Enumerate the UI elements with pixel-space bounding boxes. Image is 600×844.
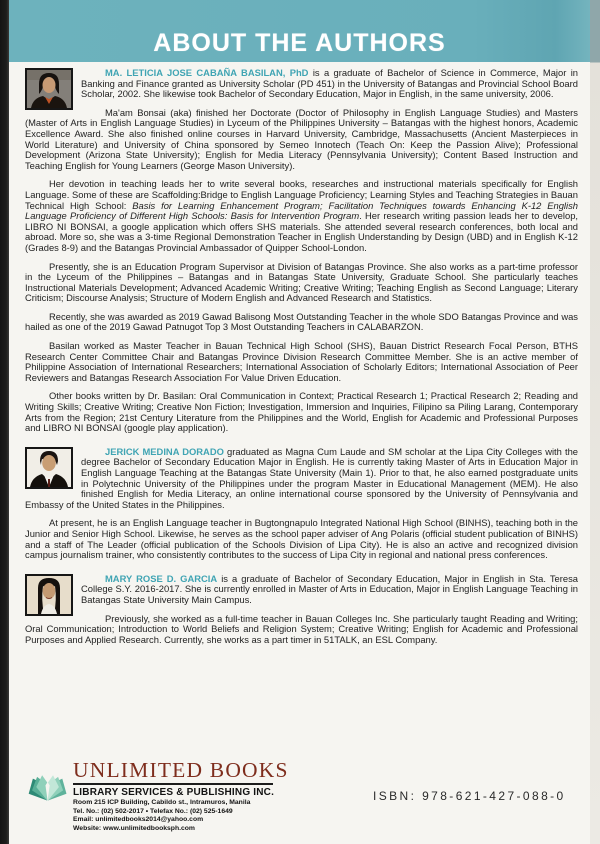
authors-content xyxy=(25,62,578,762)
author-name: MARY ROSE D. GARCIA xyxy=(105,572,218,584)
isbn-number: ISBN: 978-621-427-088-0 xyxy=(373,789,566,803)
publisher-footer xyxy=(25,756,578,836)
publisher-name: UNLIMITED BOOKS xyxy=(73,758,289,782)
page-title: ABOUT THE AUTHORS xyxy=(153,29,446,57)
woman-portrait-icon xyxy=(27,576,71,614)
publisher-address: Room 215 ICP Building, Cabildo st., Intramuros, Manila xyxy=(73,799,251,806)
publisher-logo-block xyxy=(27,758,289,833)
open-book-logo-icon xyxy=(27,768,69,806)
bio-paragraph: Ma'am Bonsai (aka) finished her Doctorate (Doctor of Philosophy in English Language Studies) and Masters (Master of Arts in English Language Studies) in Lyceum of the Philippines University – Batangas with the highest honors, Academic Excellence Award. She also finished online courses in Harvard University, Cambridge, Massachusetts (Ancient Masterpieces in World Literature) and University of China sponsored by Semeo Innotech (Teach On: Keep the Passion Alive); Professional Development (Arizona State University); English for Media Literacy (Pennsylvania University); Content Based Instruction and Teaching English for Young Learners (George Mason University). xyxy=(25,106,578,171)
author-intro-text: is a graduate of Bachelor of Science in Commerce, Major in Banking and Finance granted as University Scholar (PD 451) in the University of Batangas and Provincial School Board Scholar, 2002. She likewise took Bachelor of Secondary Education, Major in English, in the same university, 2006. xyxy=(81,67,578,100)
author-intro-text: is a graduate of Bachelor of Secondary Education, Major in English in Sta. Teresa College S.Y. 2016-2017. She is currently enrolled in Master of Arts in Education, Major in English Language Teaching in Batangas State University Main Campus. xyxy=(81,572,578,605)
bio-paragraph: Other books written by Dr. Basilan: Oral Communication in Context; Practical Research 1; Practical Research 2; Reading and Writing Skills; Creative Writing; Creative Non Fiction; Investigation, Immersion and Inquiries, Filipino sa Piling Larang, Contemporary Arts from the Region; 21st Century Literature from the Philippines and the World, English for Academic and Professional Purposes and LIBRO NI BONSAI (google play application). xyxy=(25,390,578,434)
author-intro-paragraph xyxy=(25,447,578,511)
publisher-email: Email: unlimitedbooks2014@yahoo.com xyxy=(73,816,204,824)
author-name: JERICK MEDINA DORADO xyxy=(105,445,224,457)
author-photo-basilan xyxy=(25,68,73,110)
bio-paragraph: At present, he is an English Language teacher in Bugtongnapulo Integrated National High School (BINHS), teaching both in the Junior and Senior High School. Likewise, he serves as the school paper adviser of Ang Polaris (official student publication of BINHS) and a staff of The Leader (official publication of the Schools Division of Lipa City). He is also an active and recognized division campus journalism trainer, who consistently contributes to the success of Lipa City in regional and national press conferences. xyxy=(25,517,578,561)
bio-paragraph: Recently, she was awarded as 2019 Gawad Balisong Most Outstanding Teacher in the whole SDO Batangas Province and was hailed as one of the 2019 Gawad Patnugot Top 3 Most Outstanding Teachers in CALABARZON. xyxy=(25,310,578,333)
author-section-garcia xyxy=(25,574,578,646)
scan-edge-left xyxy=(0,0,9,844)
bio-paragraph xyxy=(25,179,578,253)
author-section-basilan xyxy=(25,68,578,434)
author-intro-paragraph xyxy=(25,574,578,606)
man-portrait-icon xyxy=(27,449,71,487)
author-photo-dorado xyxy=(25,447,73,489)
scan-edge-right xyxy=(590,0,600,844)
divider xyxy=(73,783,273,785)
bio-paragraph: Presently, she is an Education Program Supervisor at Division of Batangas Province. She also works as a part-time professor in the Lyceum of the Philippines – Batangas and in Batangas State University, Graduate School. She particularly teaches Instructional Materials Development; Advanced Academic Writing; Creative Writing; Teaching English as Second Language; Literary Criticism; Discourse Analysis; Structure of Modern English and Advanced Research and Statistics. xyxy=(25,260,578,304)
publisher-website: Website: www.unlimitedbooksph.com xyxy=(73,824,195,832)
author-section-dorado xyxy=(25,447,578,561)
author-intro-text: graduated as Magna Cum Laude and SM scholar at the Lipa City Colleges with the degree Bachelor of Secondary Education Major in English. He is currently taking Master of Arts in Education Major in English Language Teaching at the Batangas State University (Main 1). Prior to that, he also earned postgraduate units in Polytechnic University of the Philippines under the program Master in Educational Management (MEM). He also finished English for Media Literacy, an online international course sponsored by the University of Pennsylvania and Embassy of the United States in the Philippines. xyxy=(25,445,578,510)
publisher-phone: Tel. No.: (02) 502-2017 • Telefax No.: (02) 525-1649 xyxy=(73,807,233,815)
bio-paragraph: Previously, she worked as a full-time teacher in Bauan Colleges Inc. She particularly taught Reading and Writing; Oral Communication; Introduction to World Beliefs and Religion System; Creative Writing; English for Academic and Professional Purposes and Applied Research. Currently, she works as a part timer in 51TALK, an ESL Company. xyxy=(25,612,578,645)
author-intro-paragraph xyxy=(25,68,578,100)
bio-text: Her devotion in teaching leads her to write several books, researches and instructional materials specifically for English Language. Some of these are Scaffolding:Bridge to English Language Proficiency; Learning Styles and Teaching Strategies in Bauan Technical High School: xyxy=(25,178,578,211)
author-name: MA. LETICIA JOSE CABAÑA BASILAN, PhD xyxy=(105,67,309,78)
woman-portrait-icon xyxy=(27,70,71,108)
header-band xyxy=(9,0,590,62)
bio-text-italic: Basis for Learning Enhancement Program; Facilitation Techniques towards Enhancing K-12 English Language Proficiency of Different High Schools: Basis for Intervention Program xyxy=(25,199,578,222)
publisher-subtitle: LIBRARY SERVICES & PUBLISHING INC. xyxy=(73,787,275,798)
bio-paragraph: Basilan worked as Master Teacher in Bauan Technical High School (SHS), Bauan District Research Focal Person, BTHS Research Center Committee Chair and Batangas Province Division Research Committee Member. She is an active member of Philippine Association of International Researchers; International Association of Scholarly Editors; International Association of Peer Reviewers and Batangas Research Association For Value Driven Education. xyxy=(25,340,578,383)
publisher-text-block xyxy=(73,758,289,833)
bio-text: . Her research writing passion leads her to develop, LIBRO NI BONSAI, a google application which offers SHS materials. She attended several research conferences, both local and abroad. More so, she was a 3-time Regional Demonstration Teacher in English Understanding by Design (UBD) and in English K-12 (Grades 8-9) and the Batangas Provincial Ambassador of Quipper School-London. xyxy=(25,210,578,253)
author-photo-garcia xyxy=(25,574,73,616)
